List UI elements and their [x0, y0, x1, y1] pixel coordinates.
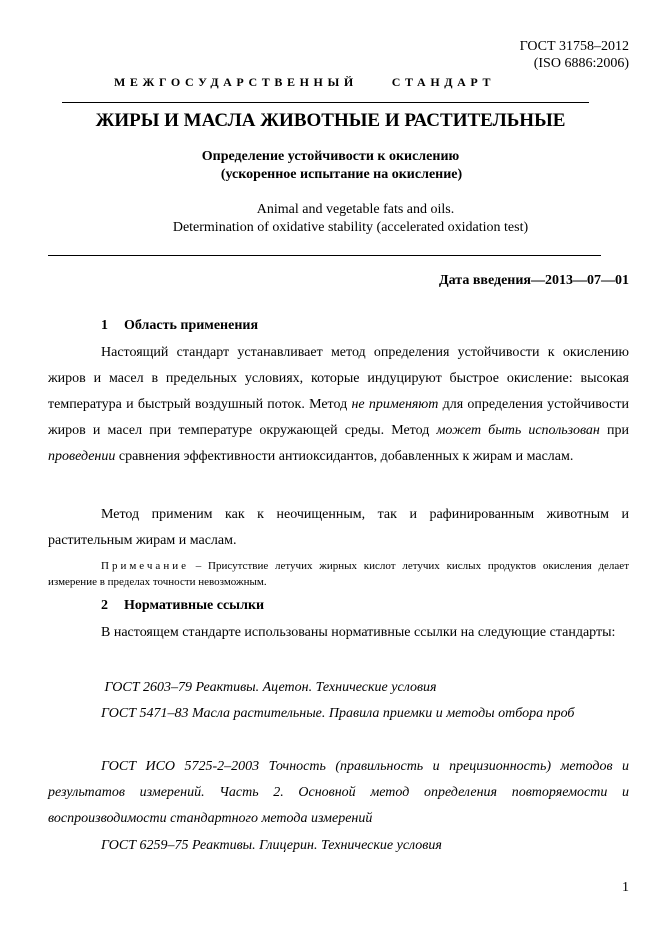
section-1-heading [101, 318, 258, 334]
section-1-title: Область применения [124, 318, 259, 333]
top-divider [62, 102, 589, 103]
interstate-word: МЕЖГОСУДАРСТВЕННЫЙ [114, 75, 358, 89]
gost-number: ГОСТ 31758–2012 [519, 39, 629, 54]
p1-text-g: сравнения эффективности антиоксидантов, добавленных к жирам и маслам. [115, 449, 574, 464]
subtitle-line2: (ускоренное испытание на окисление) [220, 167, 463, 182]
introduction-date: Дата введения—2013—07—01 [439, 273, 629, 288]
s2-p1-text: В настоящем стандарте использованы нормативные ссылки на следующие стандарты: [101, 625, 616, 640]
document-title: ЖИРЫ И МАСЛА ЖИВОТНЫЕ И РАСТИТЕЛЬНЫЕ [95, 110, 566, 131]
section-1-paragraph-1 [48, 340, 629, 470]
section-2-title: Нормативные ссылки [124, 598, 265, 613]
interstate-standard-label [114, 75, 495, 90]
section-2-heading [101, 598, 264, 614]
p1-text-b: не применяют [351, 397, 439, 412]
section-1-note [48, 558, 629, 590]
note-text: – Присутствие летучих жирных кислот летучих кислых продуктов окисления делает измерение в пределах точности невозможным. [48, 560, 629, 588]
reference-item [48, 754, 629, 832]
english-title-line2: Determination of oxidative stability (accelerated oxidation test) [172, 220, 529, 235]
p2-text: Метод применим как к неочищенным, так и рафинированным животным и растительным жирам и маслам. [48, 507, 629, 548]
reference-text: ГОСТ ИСО 5725-2–2003 Точность (правильность и прецизионность) методов и результатов измерений. Часть 2. Основной метод определения повторяемости и воспроизводимости стандартного метода измерений [48, 759, 629, 826]
p1-text-e: при [599, 423, 629, 438]
page-number: 1 [622, 880, 629, 895]
section-2-number: 2 [101, 598, 108, 613]
english-title [0, 201, 661, 237]
reference-item [48, 675, 629, 701]
section-2-paragraph-1 [48, 620, 629, 646]
subtitle-line1: Определение устойчивости к окислению [201, 149, 460, 164]
p1-text-c: для определения устойчивости жиров и масел при температуре окружающей среды. Метод [48, 397, 629, 438]
section-1-number: 1 [101, 318, 108, 333]
section-1-paragraph-2 [48, 502, 629, 554]
p1-text-f: проведении [48, 449, 116, 464]
document-subtitle [0, 148, 661, 184]
english-title-line1: Animal and vegetable fats and oils. [256, 202, 455, 217]
title-divider [48, 255, 601, 256]
note-label: Примечание [101, 560, 189, 572]
reference-item [48, 833, 629, 859]
standard-word: СТАНДАРТ [391, 75, 496, 89]
reference-text: ГОСТ 2603–79 Реактивы. Ацетон. Технические условия [101, 680, 437, 695]
reference-item [48, 701, 629, 727]
iso-number: (ISO 6886:2006) [533, 56, 629, 71]
reference-text: ГОСТ 6259–75 Реактивы. Глицерин. Технические условия [101, 838, 442, 853]
p1-text-a: Настоящий стандарт устанавливает метод определения устойчивости к окислению жиров и масел в предельных условиях, которые индуцируют быстрое окисление: высокая температура и быстрый воздушный поток. Метод [48, 345, 629, 412]
gost-number-block [520, 38, 629, 72]
reference-text: ГОСТ 5471–83 Масла растительные. Правила приемки и методы отбора проб [101, 706, 575, 721]
p1-text-d: может быть использован [436, 423, 600, 438]
